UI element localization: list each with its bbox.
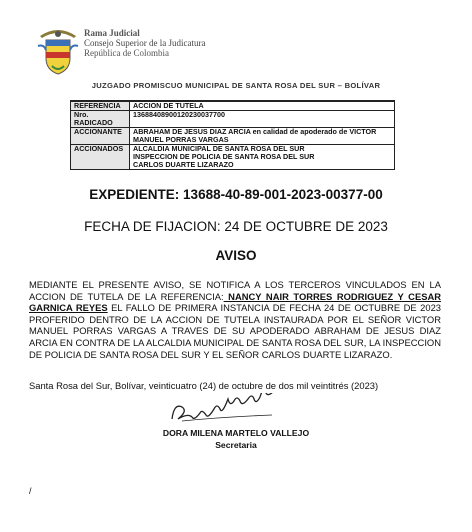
- row-key: REFERENCIA: [71, 101, 130, 111]
- institution-name: [84, 28, 205, 58]
- notice-body: [29, 279, 441, 360]
- case-info-table: [70, 100, 395, 170]
- court-title: JUZGADO PROMISCUO MUNICIPAL DE SANTA ROSA DEL SUR – BOLÍVAR: [91, 81, 381, 90]
- place-date: Santa Rosa del Sur, Bolívar, veinticuatro (24) de octubre de dos mil veintitrés (2023): [29, 380, 379, 391]
- fecha-fijacion: FECHA DE FIJACION: 24 DE OCTUBRE DE 2023: [84, 219, 388, 234]
- institution-line-2: Consejo Superior de la Judicatura: [84, 38, 206, 48]
- row-key: ACCIONADOS: [71, 145, 130, 170]
- expediente-heading: EXPEDIENTE: 13688-40-89-001-2023-00377-00: [89, 187, 383, 202]
- row-value: ACCION DE TUTELA: [130, 101, 395, 111]
- row-key: Nro. RADICADO: [71, 111, 130, 128]
- table-row: [71, 111, 395, 128]
- institution-line-1: Rama Judicial: [84, 28, 140, 38]
- footer-mark: /: [29, 486, 32, 496]
- body-highlight: NANCY NAIR TORRES RODRIGUEZ Y CESAR GARNICA REYES: [29, 290, 441, 314]
- letterhead: [36, 22, 436, 82]
- row-value: ALCALDIA MUNICIPAL DE SANTA ROSA DEL SUR INSPECCION DE POLICIA DE SANTA ROSA DEL SUR CARLOS DUARTE LIZARAZO: [130, 145, 395, 170]
- signer-name: DORA MILENA MARTELO VALLEJO: [162, 428, 310, 438]
- table-row: [71, 145, 395, 170]
- body-text-1: MEDIANTE EL PRESENTE AVISO, SE NOTIFICA A LOS TERCEROS VINCULADOS EN LA ACCION DE TUTELA DE LA REFERENCIA:: [29, 279, 441, 302]
- institution-line-3: República de Colombia: [84, 48, 169, 58]
- coat-of-arms-icon: [36, 22, 80, 78]
- body-text-2: EL FALLO DE PRIMERA INSTANCIA DE FECHA 24 DE OCTUBRE DE 2023 PROFERIDO DENTRO DE LA ACCION DE TUTELA INSTAURADA POR EL SEÑOR VICTOR MANUEL PORRAS VARGAS A TRAVES DE SU APODERADO ABRAHAM DE JESUS DIAZ ARCIA EN CONTRA DE LA ALCALDIA MUNICIPAL DE SANTA ROSA DEL SUR, LA INSPECCION DE POLICIA DE SANTA ROSA DEL SUR Y EL SEÑOR CARLOS DUARTE LIZARAZO.: [29, 302, 441, 360]
- handwritten-signature: [168, 393, 288, 429]
- aviso-title: AVISO: [215, 248, 257, 263]
- row-key: ACCIONANTE: [71, 128, 130, 145]
- row-value: 13688408900120230037700: [130, 111, 395, 128]
- signer-role: Secretaria: [215, 440, 257, 450]
- table-row: [71, 101, 395, 111]
- table-row: [71, 128, 395, 145]
- row-value: ABRAHAM DE JESUS DIAZ ARCIA en calidad de apoderado de VICTOR MANUEL PORRAS VARGAS: [130, 128, 395, 145]
